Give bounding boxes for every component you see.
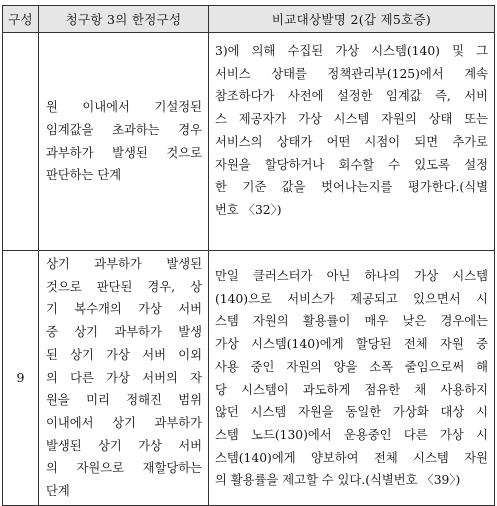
header-reference: 비교대상발명 2(갑 제5호증) xyxy=(209,6,495,33)
claim-line: 기 복수개의 가상 서버 xyxy=(46,302,202,317)
claim-line: 이내에서 상기 과부하가 xyxy=(46,415,202,430)
reference-line: 스 제공자가 가상 시스템 자원의 상태 또는 xyxy=(215,112,488,127)
header-claim: 청구항 3의 한정구성 xyxy=(39,6,209,33)
reference-line: 않던 시스템 자원을 동일한 가상화 대상 시 xyxy=(215,405,488,420)
claim-line: 원을 미리 정해진 범위 xyxy=(46,393,202,408)
table-row xyxy=(3,251,495,506)
claim-line: 임계값을 초과하는 경우 xyxy=(46,122,202,137)
claim-line: 중 상기 과부하가 발생 xyxy=(46,325,202,340)
reference-line: 서비스의 상태가 어떤 시점이 되면 추가로 xyxy=(215,134,488,149)
claim-text xyxy=(39,251,208,505)
claim-line: 의 다른 가상 서버의 자 xyxy=(46,370,202,385)
claim-line: 과부하가 발생된 것으로 xyxy=(46,145,202,160)
table-row xyxy=(3,33,495,251)
row-num xyxy=(3,33,39,251)
claim-comparison-table xyxy=(2,5,495,506)
reference-line: 3)에 의해 수집된 가상 시스템(140) 및 그 xyxy=(215,44,488,58)
reference-line: 의 활용률을 제고할 수 있다.(식별번호 〈39〉) xyxy=(215,473,461,488)
reference-line: 스템 노드(130)에서 운용중인 다른 가상 시 xyxy=(215,427,488,442)
claim-line: 것으로 판단된 경우, 상 xyxy=(46,279,202,294)
reference-line: 가상 시스템(140)에게 할당된 전체 자원 중 xyxy=(215,337,488,352)
claim-line: 원 이내에서 기설정된 xyxy=(46,100,202,115)
row-num: 9 xyxy=(3,251,39,506)
claim-line: 발생된 상기 가상 서버 xyxy=(46,438,202,453)
reference-line: (140)으로 서비스가 제공되고 있으면서 시 xyxy=(215,291,488,306)
reference-cell xyxy=(209,251,495,506)
reference-line: 번호 〈32〉) xyxy=(215,202,282,217)
claim-line: 상기 과부하가 발생된 xyxy=(46,257,202,271)
reference-line: 만일 클러스터가 아닌 하나의 가상 시스템 xyxy=(215,269,488,283)
reference-cell xyxy=(209,33,495,251)
claim-line: 판단하는 단계 xyxy=(46,168,122,183)
reference-line: 사용 중인 자원의 양을 소폭 줄임으로써 해 xyxy=(215,359,488,374)
claim-cell xyxy=(39,251,209,506)
claim-line: 된 상기 가상 서버 이외 xyxy=(46,347,202,362)
claim-line: 단계 xyxy=(46,484,70,499)
reference-line: 자원을 할당하거나 회수할 수 있도록 설정 xyxy=(215,157,488,172)
claim-text xyxy=(39,96,208,187)
header-row xyxy=(3,6,495,33)
reference-line: 당 시스템이 과도하게 점유한 채 사용하지 xyxy=(215,382,488,397)
header-num: 구성 xyxy=(3,6,39,33)
reference-line: 서비스 상태를 정책관리부(125)에서 계속 xyxy=(215,66,488,81)
reference-line: 스템 자원의 활용률이 매우 낮은 경우에는 xyxy=(215,314,488,329)
claim-cell xyxy=(39,33,209,251)
reference-text xyxy=(209,33,494,222)
reference-text xyxy=(209,251,494,492)
reference-line: 참조하다가 사전에 설정한 임계값 즉, 서비 xyxy=(215,89,488,104)
reference-line: 스템(140)에게 양보하여 전체 시스템 자원 xyxy=(215,450,488,465)
claim-line: 의 자원으로 재할당하는 xyxy=(46,461,202,476)
reference-line: 한 기준 값을 벗어나는지를 평가한다.(식별 xyxy=(215,180,488,195)
